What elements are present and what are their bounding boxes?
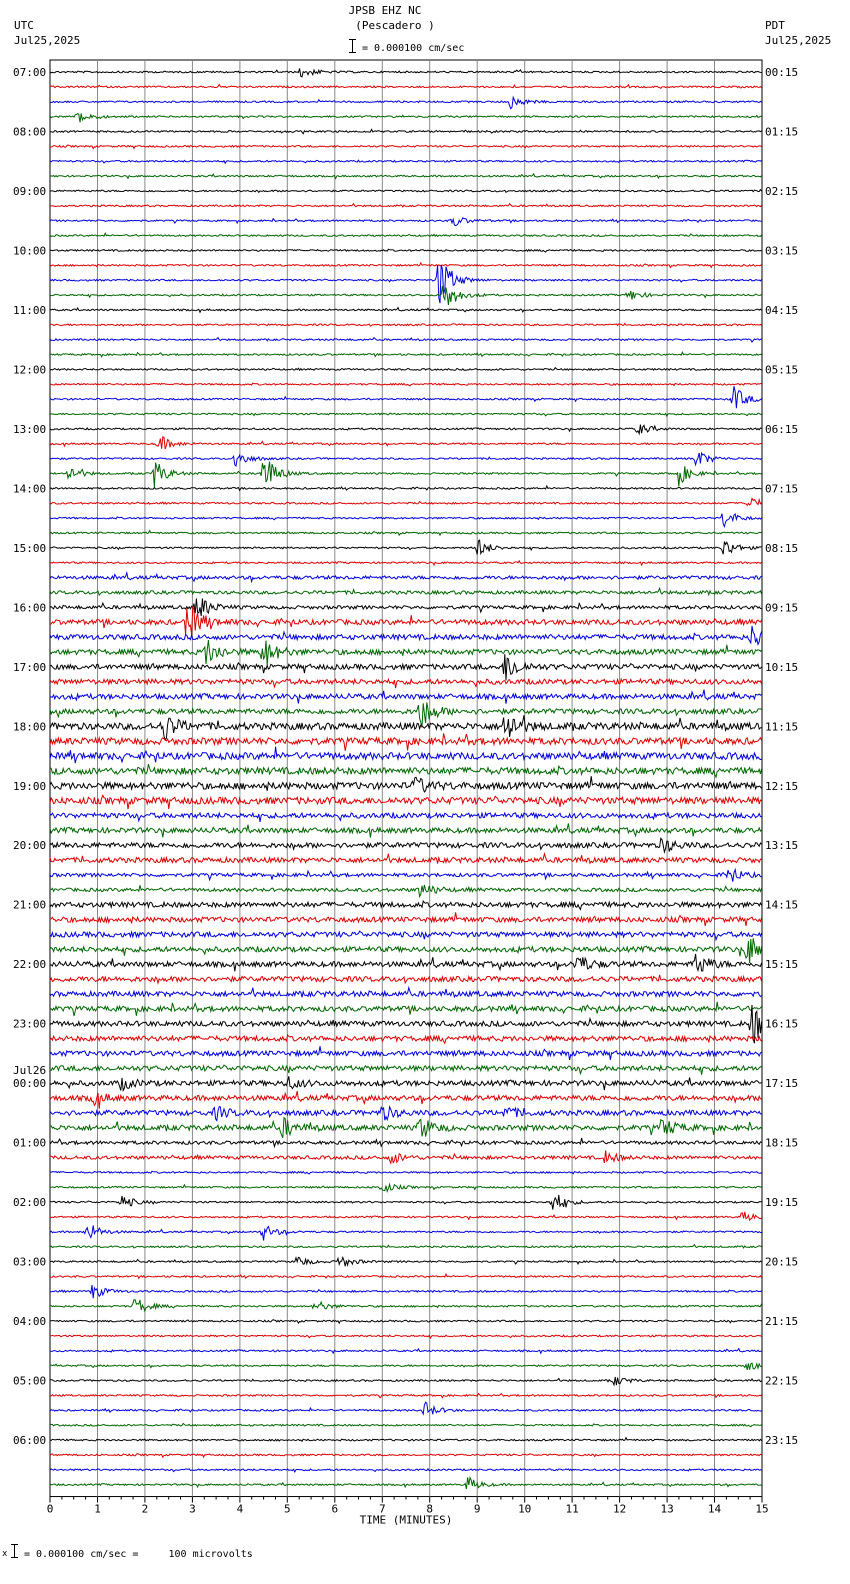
trace-row-73 (50, 1150, 762, 1163)
utc-label: 08:00 (13, 125, 47, 139)
trace-row-20 (50, 368, 762, 371)
trace-row-41 (50, 679, 762, 688)
trace-row-36 (50, 598, 762, 616)
pdt-label: 21:15 (765, 1315, 799, 1329)
right-timezone: PDT (765, 19, 785, 32)
trace-row-26 (50, 453, 762, 466)
trace-row-51 (50, 823, 762, 837)
x-tick-label: 12 (612, 1502, 627, 1516)
pdt-label: 22:15 (765, 1374, 799, 1388)
x-tick-label: 9 (473, 1502, 481, 1516)
trace-row-35 (50, 588, 762, 595)
pdt-label: 17:15 (765, 1077, 799, 1091)
x-tick-label: 4 (236, 1502, 244, 1516)
trace-row-40 (50, 654, 762, 680)
trace-row-62 (50, 988, 762, 998)
utc-label: 17:00 (13, 660, 47, 674)
trace-row-77 (50, 1212, 762, 1220)
trace-row-25 (50, 437, 762, 449)
trace-row-45 (50, 733, 762, 751)
trace-row-74 (50, 1171, 762, 1174)
utc-label: 18:00 (13, 720, 47, 734)
trace-row-46 (50, 747, 762, 763)
utc-label: 13:00 (13, 422, 47, 436)
trace-row-11 (50, 233, 762, 236)
utc-label: 12:00 (13, 363, 47, 377)
trace-row-95 (50, 1478, 762, 1489)
trace-row-24 (50, 425, 762, 434)
utc-label: 09:00 (13, 184, 47, 198)
trace-row-39 (50, 640, 762, 665)
x-tick-label: 2 (141, 1502, 149, 1516)
trace-row-34 (50, 573, 762, 582)
trace-row-4 (50, 129, 762, 133)
utc-label: 19:00 (13, 779, 47, 793)
trace-row-15 (50, 286, 762, 305)
trace-row-10 (50, 218, 762, 226)
trace-row-37 (50, 607, 762, 635)
trace-row-65 (50, 1035, 762, 1043)
x-tick-label: 6 (331, 1502, 339, 1516)
utc-label: 22:00 (13, 958, 47, 972)
x-tick-label: 0 (46, 1502, 54, 1516)
trace-row-7 (50, 174, 762, 179)
trace-row-38 (50, 626, 762, 644)
x-tick-label: 11 (565, 1502, 579, 1516)
pdt-label: 03:15 (765, 244, 799, 258)
trace-row-88 (50, 1377, 762, 1385)
x-tick-label: 7 (378, 1502, 386, 1516)
pdt-label: 13:15 (765, 839, 799, 853)
trace-row-72 (50, 1138, 762, 1147)
trace-row-82 (50, 1285, 762, 1298)
pdt-label: 01:15 (765, 125, 799, 139)
trace-row-5 (50, 145, 762, 149)
right-date: Jul25,2025 (765, 34, 832, 47)
trace-row-48 (50, 776, 762, 792)
trace-row-14 (50, 265, 762, 303)
trace-row-49 (50, 795, 762, 809)
utc-label: 23:00 (13, 1017, 47, 1031)
trace-row-79 (50, 1245, 762, 1248)
trace-row-16 (50, 308, 762, 313)
trace-row-50 (50, 813, 762, 822)
utc-label: 04:00 (13, 1315, 47, 1329)
utc-label: 07:00 (13, 66, 47, 79)
trace-row-71 (50, 1118, 762, 1138)
trace-row-85 (50, 1335, 762, 1338)
trace-row-89 (50, 1394, 762, 1398)
utc-label: 03:00 (13, 1255, 47, 1269)
trace-row-30 (50, 514, 762, 527)
utc-label: 00:00 (13, 1077, 47, 1091)
pdt-label: 06:15 (765, 422, 799, 436)
pdt-label: 18:15 (765, 1136, 799, 1150)
trace-row-1 (50, 85, 762, 89)
trace-row-47 (50, 764, 762, 777)
trace-row-60 (50, 954, 762, 971)
trace-row-83 (50, 1300, 762, 1311)
utc-label: 01:00 (13, 1136, 47, 1150)
trace-row-84 (50, 1320, 762, 1324)
pdt-label: 16:15 (765, 1017, 799, 1031)
pdt-label: 07:15 (765, 482, 799, 496)
trace-row-9 (50, 204, 762, 207)
trace-row-90 (50, 1402, 762, 1414)
pdt-label: 19:15 (765, 1196, 799, 1210)
pdt-label: 11:15 (765, 720, 799, 734)
x-tick-label: 15 (755, 1502, 769, 1516)
trace-row-12 (50, 249, 762, 252)
trace-row-91 (50, 1424, 762, 1427)
left-date: Jul25,2025 (14, 34, 81, 47)
trace-row-76 (50, 1195, 762, 1210)
x-tick-label: 14 (707, 1502, 722, 1516)
trace-row-2 (50, 97, 762, 108)
trace-row-53 (50, 854, 762, 864)
trace-row-63 (50, 1002, 762, 1016)
station-title: JPSB EHZ NC (348, 4, 422, 17)
trace-row-8 (50, 190, 762, 193)
pdt-label: 02:15 (765, 184, 799, 198)
trace-row-67 (50, 1065, 762, 1075)
trace-row-3 (50, 114, 762, 123)
trace-row-78 (50, 1226, 762, 1241)
trace-row-13 (50, 263, 762, 268)
trace-row-19 (50, 352, 762, 357)
trace-row-54 (50, 870, 762, 882)
utc-label: 11:00 (13, 303, 47, 317)
trace-row-69 (50, 1091, 762, 1109)
trace-row-42 (50, 690, 762, 704)
pdt-label: 09:15 (765, 601, 799, 615)
utc-label: 16:00 (13, 601, 47, 615)
pdt-label: 23:15 (765, 1434, 799, 1448)
utc-label: 06:00 (13, 1434, 47, 1448)
trace-row-66 (50, 1046, 762, 1060)
scale-text: = 0.000100 cm/sec (362, 43, 465, 54)
trace-row-92 (50, 1438, 762, 1442)
station-location: (Pescadero ) (355, 19, 435, 32)
footer-scale-text: = 0.000100 cm/sec = 100 microvolts (24, 1549, 253, 1560)
trace-row-80 (50, 1257, 762, 1266)
pdt-label: 14:15 (765, 898, 799, 912)
trace-row-75 (50, 1184, 762, 1191)
pdt-label: 15:15 (765, 958, 799, 972)
pdt-label: 00:15 (765, 66, 799, 79)
trace-row-58 (50, 931, 762, 940)
utc-label: 15:00 (13, 541, 47, 555)
trace-row-28 (50, 486, 762, 490)
trace-row-56 (50, 901, 762, 909)
x-tick-label: 8 (426, 1502, 434, 1516)
footer-marker: x (2, 1549, 8, 1559)
x-tick-label: 1 (94, 1502, 101, 1516)
trace-row-94 (50, 1469, 762, 1472)
trace-row-23 (50, 413, 762, 416)
pdt-label: 12:15 (765, 779, 799, 793)
trace-row-52 (50, 838, 762, 852)
trace-row-87 (50, 1363, 762, 1370)
trace-row-17 (50, 323, 762, 326)
trace-row-22 (50, 386, 762, 408)
utc-label: 21:00 (13, 898, 47, 912)
trace-row-81 (50, 1274, 762, 1278)
pdt-label: 10:15 (765, 660, 799, 674)
trace-row-27 (50, 462, 762, 488)
trace-row-55 (50, 885, 762, 897)
utc-label: 14:00 (13, 482, 47, 496)
pdt-label: 05:15 (765, 363, 799, 377)
trace-row-44 (50, 715, 762, 740)
date-change-label: Jul26 (13, 1064, 47, 1078)
footer-scale-bar-icon (14, 1544, 15, 1558)
trace-row-6 (50, 160, 762, 163)
pdt-label: 20:15 (765, 1255, 799, 1269)
left-timezone: UTC (14, 19, 34, 32)
plot-frame (50, 60, 762, 1497)
x-axis-label: TIME (MINUTES) (359, 1513, 453, 1527)
trace-row-86 (50, 1349, 762, 1354)
trace-row-0 (50, 69, 762, 77)
trace-row-29 (50, 498, 762, 505)
utc-label: 02:00 (13, 1196, 47, 1210)
trace-row-57 (50, 912, 762, 926)
utc-label: 10:00 (13, 244, 47, 258)
x-tick-label: 5 (283, 1502, 291, 1516)
trace-row-93 (50, 1454, 762, 1458)
trace-row-18 (50, 338, 762, 343)
x-tick-label: 13 (660, 1502, 674, 1516)
utc-label: 05:00 (13, 1374, 47, 1388)
trace-row-31 (50, 531, 762, 536)
x-tick-label: 10 (518, 1502, 532, 1516)
trace-row-33 (50, 561, 762, 565)
trace-row-61 (50, 975, 762, 983)
x-tick-label: 3 (189, 1502, 196, 1516)
trace-row-59 (50, 938, 762, 963)
trace-row-21 (50, 383, 762, 386)
utc-label: 20:00 (13, 839, 47, 853)
pdt-label: 08:15 (765, 541, 799, 555)
pdt-label: 04:15 (765, 303, 799, 317)
trace-row-68 (50, 1076, 762, 1090)
trace-row-32 (50, 540, 762, 554)
trace-row-64 (50, 1005, 762, 1043)
trace-row-70 (50, 1107, 762, 1121)
